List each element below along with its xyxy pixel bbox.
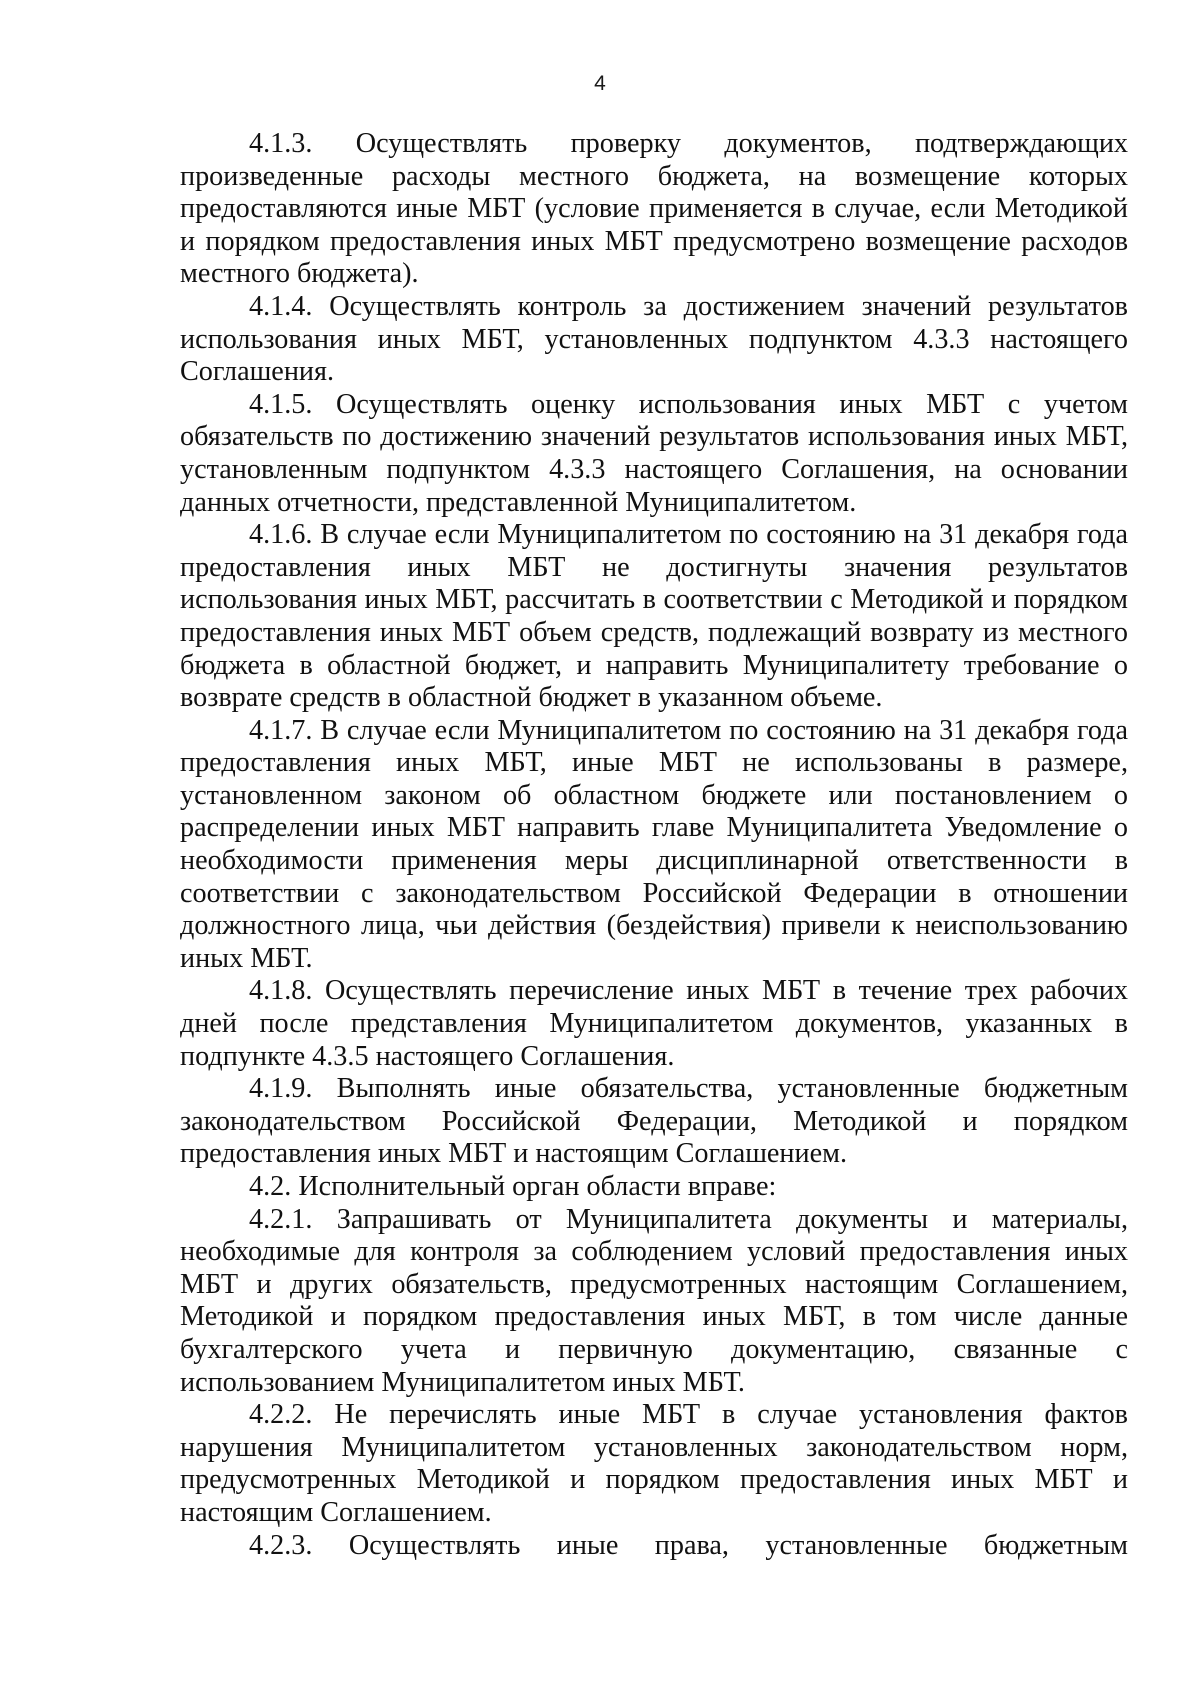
paragraph-4-1-9: 4.1.9. Выполнять иные обязательства, установленные бюджетным законодательством Российской Федерации, Методикой и порядком предоставления иных МБТ и настоящим Соглашением.	[180, 1073, 1128, 1170]
paragraph-4-2-2: 4.2.2. Не перечислять иные МБТ в случае установления фактов нарушения Муниципалитетом установленных законодательством норм, предусмотренных Методикой и порядком предоставления иных МБТ и настоящим Соглашением.	[180, 1399, 1128, 1528]
paragraph-4-1-8: 4.1.8. Осуществлять перечисление иных МБТ в течение трех рабочих дней после представления Муниципалитетом документов, указанных в подпункте 4.3.5 настоящего Соглашения.	[180, 975, 1128, 1072]
paragraph-4-2-1: 4.2.1. Запрашивать от Муниципалитета документы и материалы, необходимые для контроля за соблюдением условий предоставления иных МБТ и других обязательств, предусмотренных настоящим Соглашением, Методикой и порядком предоставления иных МБТ, в том числе данные бухгалтерского учета и первичную документацию, связанные с использованием Муниципалитетом иных МБТ.	[180, 1203, 1128, 1398]
paragraph-4-1-7: 4.1.7. В случае если Муниципалитетом по состоянию на 31 декабря года предоставления иных МБТ, иные МБТ не использованы в размере, установленном законом об областном бюджете или постановлением о распределении иных МБТ направить главе Муниципалитета Уведомление о необходимости применения меры дисциплинарной ответственности в соответствии с законодательством Российской Федерации в отношении должностного лица, чьи действия (бездействия) привели к неиспользованию иных МБТ.	[180, 714, 1128, 974]
paragraph-4-1-5: 4.1.5. Осуществлять оценку использования иных МБТ с учетом обязательств по достижению значений результатов использования иных МБТ, установленным подпунктом 4.3.3 настоящего Соглашения, на основании данных отчетности, представленной Муниципалитетом.	[180, 388, 1128, 518]
paragraph-4-1-3: 4.1.3. Осуществлять проверку документов, подтверждающих произведенные расходы местного бюджета, на возмещение которых предоставляются иные МБТ (условие применяется в случае, если Методикой и порядком предоставления иных МБТ предусмотрено возмещение расходов местного бюджета).	[180, 128, 1128, 290]
paragraph-4-1-4: 4.1.4. Осуществлять контроль за достижением значений результатов использования иных МБТ, установленных подпунктом 4.3.3 настоящего Соглашения.	[180, 290, 1128, 388]
page-number: 4	[594, 72, 606, 95]
paragraph-4-2: 4.2. Исполнительный орган области вправе:	[249, 1171, 777, 1202]
paragraph-4-2-3: 4.2.3. Осуществлять иные права, установленные бюджетным	[249, 1529, 1128, 1561]
paragraph-4-1-6: 4.1.6. В случае если Муниципалитетом по состоянию на 31 декабря года предоставления иных МБТ не достигнуты значения результатов использования иных МБТ, рассчитать в соответствии с Методикой и порядком предоставления иных МБТ объем средств, подлежащий возврату из местного бюджета в областной бюджет, и направить Муниципалитету требование о возврате средств в областной бюджет в указанном объеме.	[180, 519, 1128, 714]
document-body	[180, 128, 1128, 1562]
